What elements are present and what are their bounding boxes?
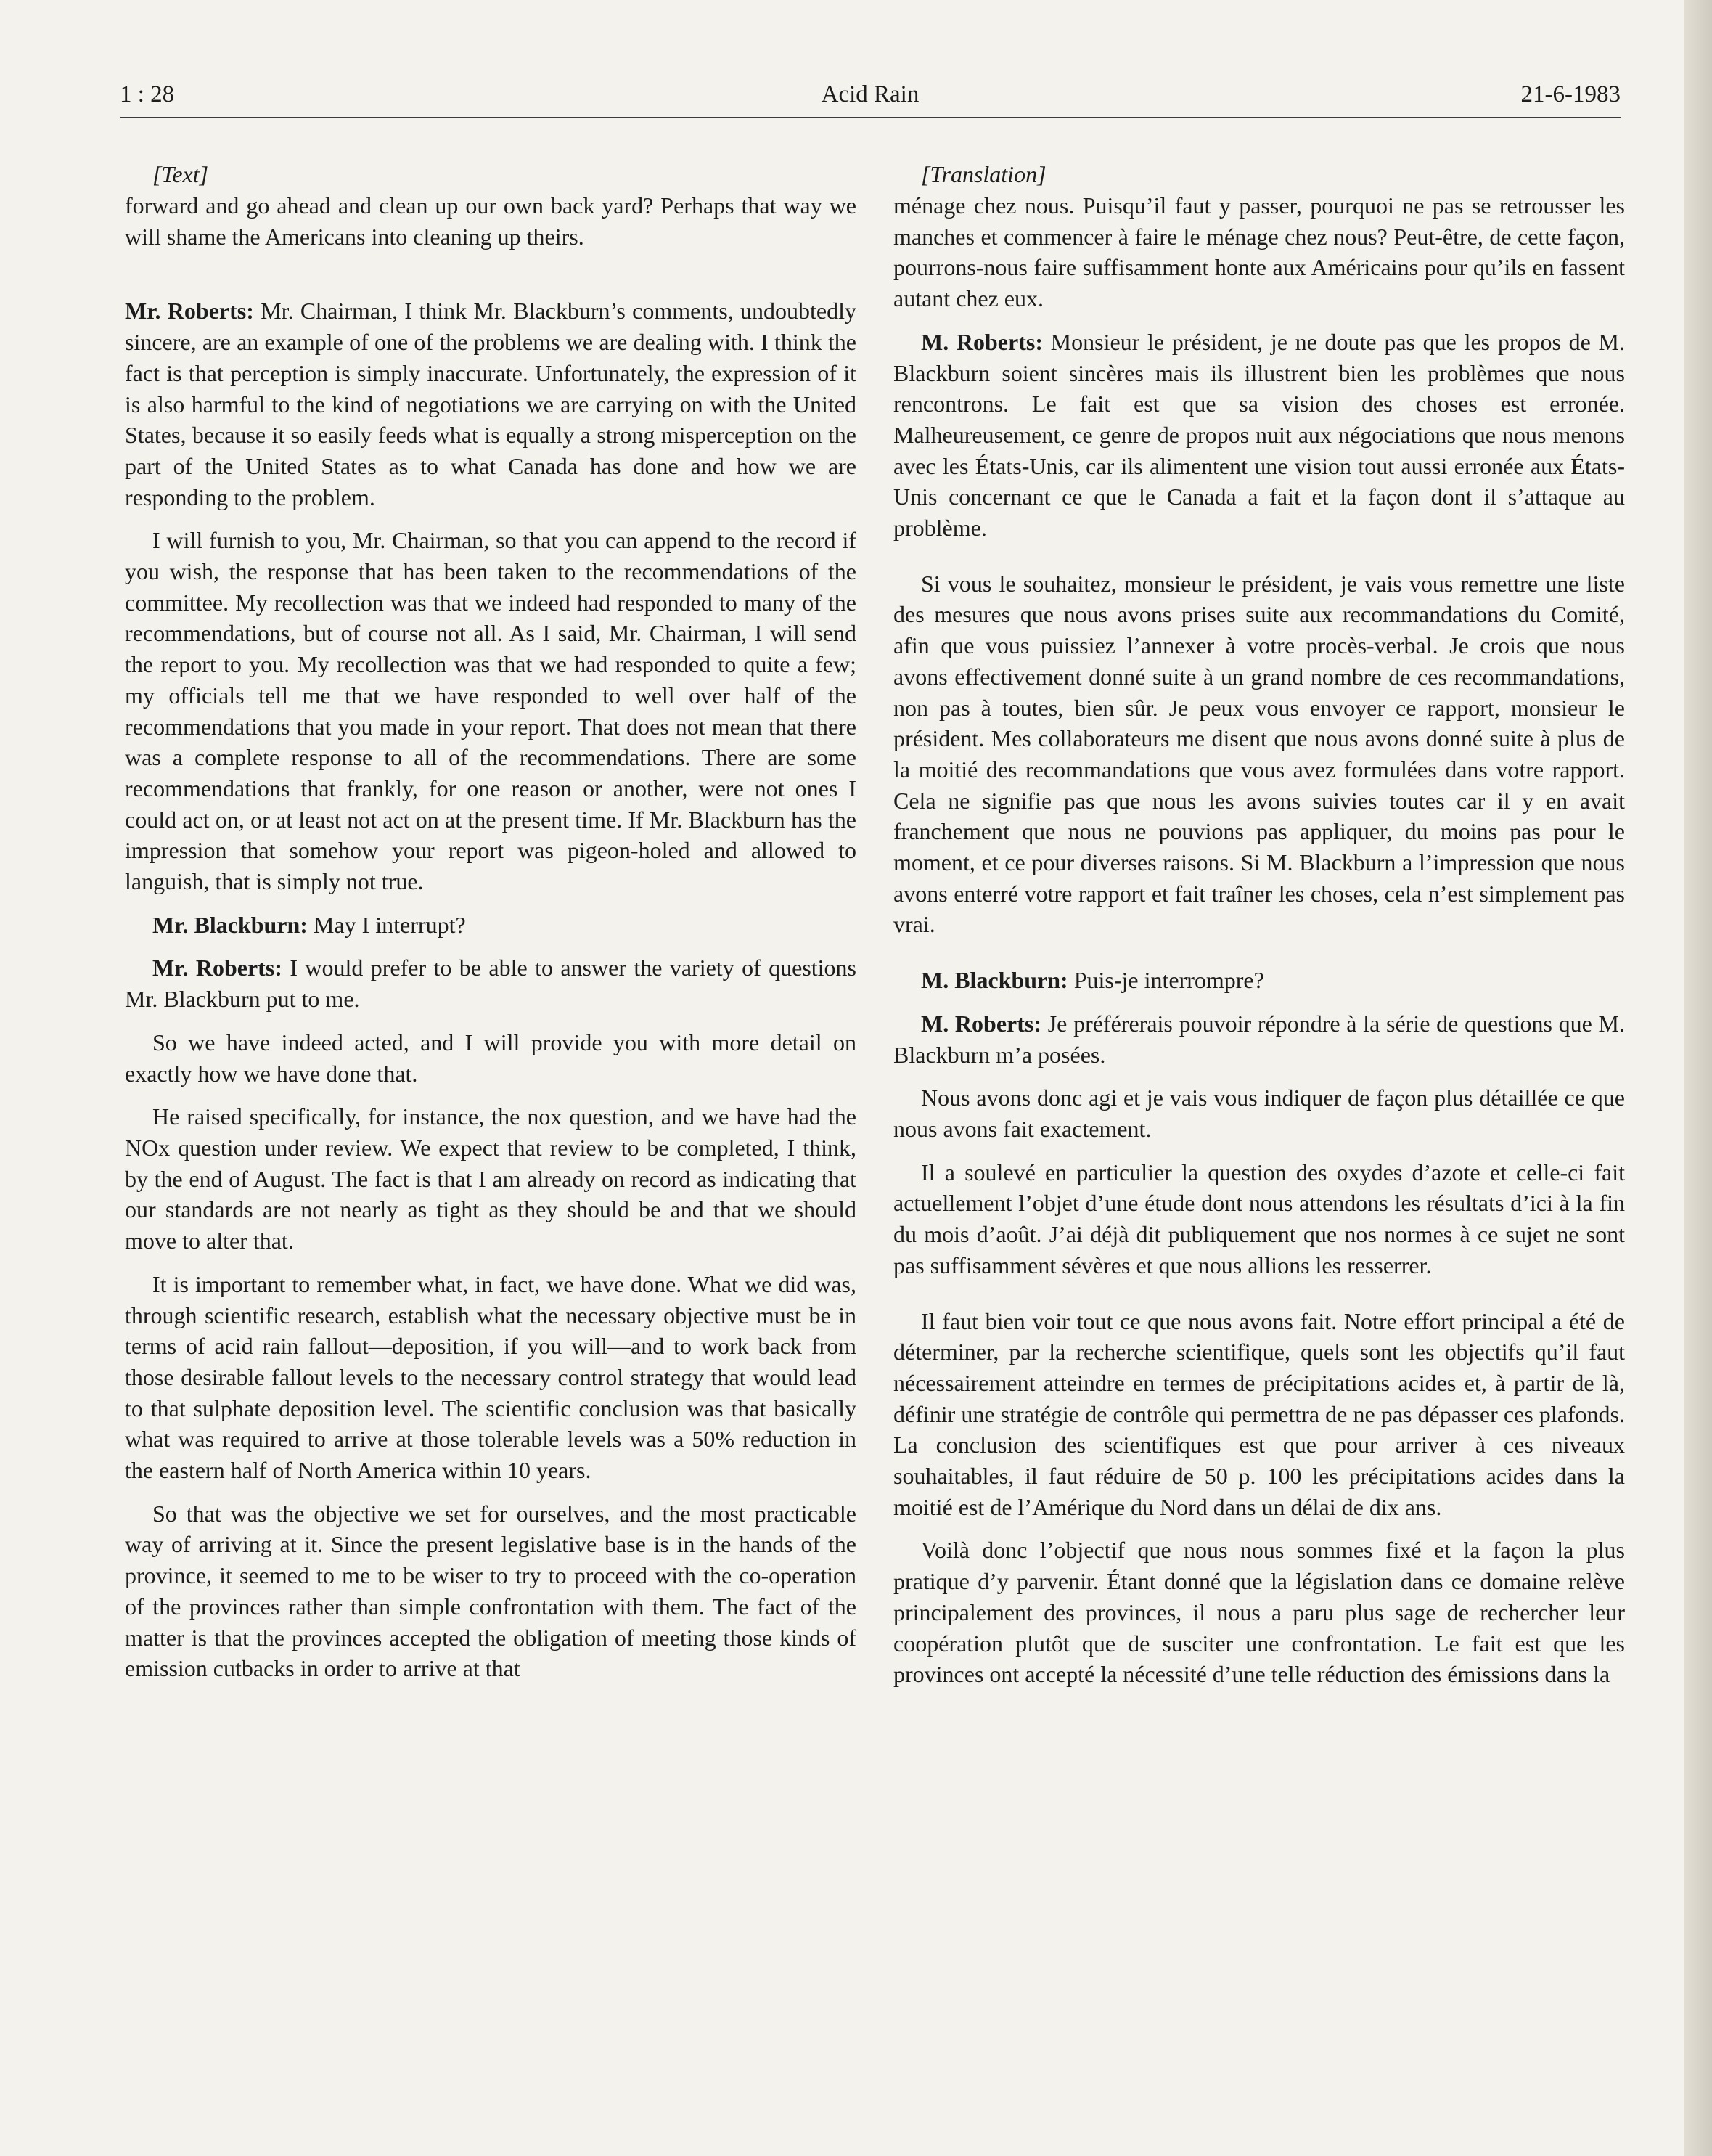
paragraph bbox=[125, 1101, 856, 1257]
running-title: Acid Rain bbox=[821, 81, 920, 107]
paragraph-text: Je préférerais pouvoir répondre à la série de questions que M. Blackburn m’a posées. bbox=[893, 1010, 1626, 1068]
paragraph-text: It is important to remember what, in fact, we have done. What we did was, through scientific research, establish what the necessary objective must be in terms of acid rain fallout—deposition, if you will—and to work back from those desirable fallout levels to the necessary control strategy that would lead to that sulphate deposition level. The scientific conclusion was that basically what was required to arrive at those tolerable levels was a 50% reduction in the eastern half of North America within 10 years. bbox=[125, 1270, 856, 1484]
paragraph-text: Puis-je interrompre? bbox=[1068, 967, 1264, 994]
paragraph bbox=[893, 1306, 1625, 1523]
french-column bbox=[893, 158, 1625, 1702]
paragraph bbox=[125, 1027, 856, 1089]
paragraph-text: forward and go ahead and clean up our own back yard? Perhaps that way we will shame the Americans into cleaning up theirs. bbox=[125, 192, 856, 250]
speaker-name: Mr. Blackburn: bbox=[152, 911, 308, 938]
paragraph bbox=[125, 910, 856, 941]
binding-edge bbox=[1684, 0, 1712, 2156]
paragraph bbox=[893, 1008, 1625, 1070]
paragraph bbox=[125, 295, 856, 513]
paragraph bbox=[893, 190, 1625, 314]
paragraph bbox=[125, 525, 856, 897]
paragraph bbox=[125, 190, 856, 252]
paragraph bbox=[893, 965, 1625, 996]
paragraph bbox=[893, 327, 1625, 544]
paragraph-text: Si vous le souhaitez, monsieur le président, je vais vous remettre une liste des mesures que nous avons prises suite aux recommandations du Comité, afin que vous puissiez l’annexer à votre procès-verbal. Je crois que nous avons effectivement donné suite à un grand nombre de ces recommandations, non pas à toutes, bien sûr. Je peux vous envoyer ce rapport, monsieur le président. Mes collaborateurs me disent que nous avons donné suite à plus de la moitié des recommandations que vous avez formulées dans votre rapport. Cela ne signifie pas que nous les avons suivies toutes car il y en avait franchement que nous ne pouvions pas appliquer, du moins pas pour le moment, et ce pour diverses raisons. Si M. Blackburn a l’impression que nous avons enterré votre rapport et fait traîner les choses, cela n’est simplement pas vrai. bbox=[893, 570, 1625, 938]
speaker-name: M. Roberts: bbox=[921, 1010, 1041, 1037]
paragraph-text: Nous avons donc agi et je vais vous indiquer de façon plus détaillée ce que nous avons fait exactement. bbox=[893, 1085, 1625, 1142]
column-label: [Translation] bbox=[921, 161, 1047, 187]
paragraph-text: Il a soulevé en particulier la question des oxydes d’azote et celle-ci fait actuellement l’objet d’une étude dont nous attendons les résultats d’ici à la fin du mois d’août. J’ai déjà dit publiquement que nos normes à ce sujet ne sont pas suffisamment sévères et que nous allions les resserrer. bbox=[893, 1159, 1625, 1278]
paragraph-text: Monsieur le président, je ne doute pas que les propos de M. Blackburn soient sincères mais ils illustrent bien les problèmes que nous rencontrons. Le fait est que sa vision des choses est erronée. Malheureusement, ce genre de propos nuit aux négociations que nous menons avec les États-Unis, car ils alimentent une vision tout aussi erronée aux États-Unis concernant ce que le Canada a fait et la façon dont il s’attaque au problème. bbox=[893, 328, 1626, 542]
paragraph-text: ménage chez nous. Puisqu’il faut y passer, pourquoi ne pas se retrousser les manches et commencer à faire le ménage chez nous? Peut-être, de cette façon, pourrons-nous faire suffisamment honte aux Américains pour qu’ils en fassent autant chez eux. bbox=[893, 192, 1625, 312]
paragraph-text: Mr. Chairman, I think Mr. Blackburn’s comments, undoubtedly sincere, are an example of one of the problems we are dealing with. I think the fact is that perception is simply inaccurate. Unfortunately, the expression of it is also harmful to the kind of negotiations we are carrying on with the United States, because it so easily feeds what is equally a strong misperception on the part of the United States as to what Canada has done and how we are responding to the problem. bbox=[125, 298, 857, 510]
speaker-name: Mr. Roberts: bbox=[152, 955, 282, 981]
speaker-name: M. Blackburn: bbox=[921, 967, 1068, 994]
page-date: 21-6-1983 bbox=[1520, 81, 1621, 107]
paragraph-text: I will furnish to you, Mr. Chairman, so that you can append to the record if you wish, the response that has been taken to the recommendations of the committee. My recollection was that we indeed had responded to many of the recommendations, but of course not all. As I said, Mr. Chairman, I will send the report to you. My recollection was that we had responded to quite a few; my officials tell me that we have responded to well over half of the recommendations that you made in your report. That does not mean that there was a complete response to all of the recommendations. There are some recommendations that frankly, for one reason or another, were not ones I could act on, or at least not act on at the present time. If Mr. Blackburn has the impression that somehow your report was pigeon-holed and allowed to languish, that is simply not true. bbox=[125, 527, 856, 895]
speaker-name: M. Roberts: bbox=[921, 328, 1043, 355]
paragraph bbox=[893, 1535, 1625, 1690]
speaker-name: Mr. Roberts: bbox=[125, 298, 254, 324]
header-rule bbox=[120, 117, 1621, 118]
paragraph bbox=[893, 1082, 1625, 1144]
paragraph-text: I would prefer to be able to answer the variety of questions Mr. Blackburn put to me. bbox=[125, 955, 857, 1013]
paragraph bbox=[125, 952, 856, 1014]
paragraph-text: Il faut bien voir tout ce que nous avons fait. Notre effort principal a été de déterminer, par la recherche scientifique, quels sont les objectifs qu’il faut nécessairement atteindre en termes de précipitations acides et, à partir de là, définir une stratégie de contrôle qui permettra de ne pas dépasser ces plafonds. La conclusion des scientifiques est que pour arriver à ces niveaux souhaitables, il faut réduire de 50 p. 100 les précipitations acides dans la moitié est de l’Amérique du Nord dans un délai de dix ans. bbox=[893, 1307, 1625, 1520]
paragraph bbox=[125, 1498, 856, 1684]
paragraph bbox=[893, 1157, 1625, 1281]
paragraph-text: He raised specifically, for instance, the nox question, and we have had the NOx question under review. We expect that review to be completed, I think, by the end of August. The fact is that I am already on record as indicating that our standards are not nearly as tight as they should be and that we should move to alter that. bbox=[125, 1103, 856, 1254]
paragraph-text: Voilà donc l’objectif que nous nous sommes fixé et la façon la plus pratique d’y parvenir. Étant donné que la législation dans ce domaine relève principalement des provinces, il nous a paru plus sage de rechercher leur coopération plutôt que de susciter une confrontation. Le fait est que les provinces ont accepté la nécessité d’une telle réduction des émissions dans la bbox=[893, 1537, 1625, 1688]
paragraph-text: So we have indeed acted, and I will provide you with more detail on exactly how we have done that. bbox=[125, 1029, 856, 1087]
page-header bbox=[120, 81, 1621, 119]
paragraph bbox=[125, 1269, 856, 1486]
paragraph bbox=[893, 568, 1625, 940]
english-column bbox=[125, 158, 856, 1696]
page-number: 1 : 28 bbox=[120, 81, 175, 107]
paragraph-text: So that was the objective we set for ourselves, and the most practicable way of arriving at it. Since the present legislative base is in the hands of the province, it seemed to me to be wiser to try to proceed with the co-operation of the provinces rather than simple confrontation with them. The fact of the matter is that the provinces accepted the obligation of meeting those kinds of emission cutbacks in order to arrive at that bbox=[125, 1500, 856, 1682]
paragraph-text: May I interrupt? bbox=[307, 911, 466, 938]
column-label: [Text] bbox=[152, 161, 209, 187]
